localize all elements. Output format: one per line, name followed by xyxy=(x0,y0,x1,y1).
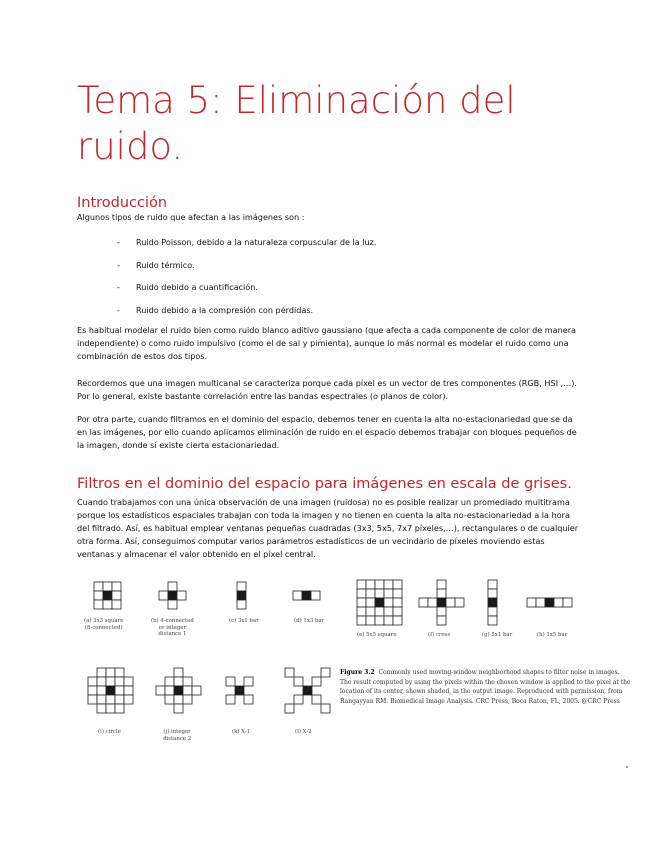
window-5x5-square xyxy=(357,580,402,625)
figure-label: (k) X-1 xyxy=(232,729,251,735)
window-1x3-bar xyxy=(293,591,320,600)
figure-label: (a) 3x3 square (8-connected) xyxy=(84,618,124,631)
window-integer-distance-2 xyxy=(156,668,201,713)
figure-caption: Figure 3.2 Commonly used moving-window neighborhood shapes to filter noise in images. The result computed by using the pixels within the chosen window is applied to the pixel at the location of its center, shown shaded, in the output image. Reproduced with permission, from Rangayyan RM. Biomedical Image Analysis. CRC Press, Boca Raton, FL, 2005. @CRC Press xyxy=(340,669,631,705)
figure-label: (g) 5x1 bar xyxy=(482,632,513,638)
figure-label: (d) 1x3 bar xyxy=(294,618,325,624)
page-title: Tema 5: Eliminación del ruido. xyxy=(77,79,516,168)
figure-label: (c) 3x1 bar xyxy=(229,618,259,624)
intro-text: Algunos tipos de ruido que afectan a las imágenes son : xyxy=(77,212,305,222)
figure-label: (f) cross xyxy=(428,632,451,638)
window-x-1 xyxy=(226,677,253,704)
figure-label: (e) 5x5 square xyxy=(357,632,397,638)
section-heading-introduccion: Introducción xyxy=(77,195,168,211)
figure-label: (h) 1x5 bar xyxy=(537,632,568,638)
list-item: - Ruido Poisson, debido a la naturaleza corpuscular de la luz. xyxy=(117,237,377,260)
figure-label: (i) circle xyxy=(98,729,121,735)
list-item: - Ruido debido a la compresión con pérdidas. xyxy=(117,305,377,328)
window-5x1-bar xyxy=(488,580,497,625)
page-mark xyxy=(626,766,628,768)
figure-label: (j) integer distance 2 xyxy=(163,729,192,742)
figure-label: (b) 4-connected or integer distance 1 xyxy=(151,618,194,637)
paragraph-multichannel: Recordemos que una imagen multicanal se caracteriza porque cada píxel es un vector de tres componentes (RGB, HSI ,…). Por lo general, existe bastante correlación entre las bandas espectrales (o planos de color). xyxy=(77,378,577,401)
paragraph-noise-model: Es habitual modelar el ruido bien como ruido blanco aditivo gaussiano (que afecta a cada componente de color de manera independiente) o como ruido impulsivo (como el de sal y pimienta), aunque lo más normal es modelar el ruido como una combinación de estos dos tipos. xyxy=(77,325,576,361)
window-4-connected xyxy=(159,582,186,609)
paragraph-spatial-filters: Cuando trabajamos con una única observación de una imagen (ruidosa) no es posible realizar un promediado multitrama porque los estadísticos espaciales trabajan con toda la imagen y no tienen en cuenta la alta no-estacionariedad a la hora del filtrado. Así, es habitual emplear ventanas pequeñas cuadradas (3x3, 5x5, 7x7 píxeles,…), rectangulares o de cualquier otra forma. Así, conseguimos computar varios parámetros estadísticos de un vecindario de píxeles moviendo estas ventanas y almacenar el valor obtenido en el píxel central. xyxy=(77,497,579,559)
window-3x3-square xyxy=(94,582,121,609)
window-circle xyxy=(88,668,133,713)
paragraph-non-stationarity: Por otra parte, cuando filtramos en el dominio del espacio, debemos tener en cuenta la alta no-estacionariedad que se da en las imágenes, por ello cuando aplicamos eliminación de ruido en el espacio debemos trabajar con bloques pequeños de la imagen, donde sí existe cierta estacionariedad. xyxy=(77,414,577,450)
window-cross xyxy=(419,580,464,625)
section-heading-filtros: Filtros en el dominio del espacio para imágenes en escala de grises. xyxy=(77,476,572,492)
list-item: - Ruido térmico. xyxy=(117,260,377,283)
window-3x1-bar xyxy=(237,582,246,609)
list-item: - Ruido debido a cuantificación. xyxy=(117,282,377,305)
window-x-2 xyxy=(285,668,330,713)
figure-label: (l) X-2 xyxy=(295,729,312,735)
window-1x5-bar xyxy=(527,598,572,607)
